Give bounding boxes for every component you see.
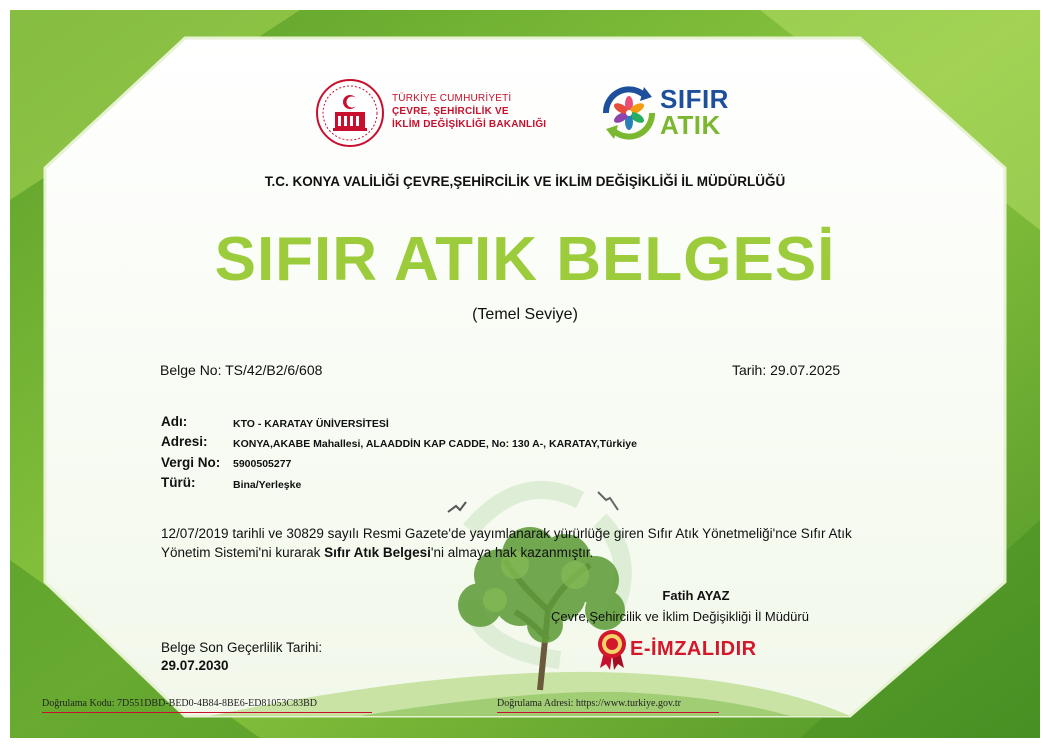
- ministry-line-1: TÜRKİYE CUMHURİYETİ: [392, 93, 512, 104]
- entity-type-label: Türü:: [161, 475, 196, 490]
- certificate-date: [732, 362, 840, 378]
- ministry-name: [392, 92, 546, 131]
- e-signature-seal-icon: [596, 628, 628, 670]
- verification-address-underline: [497, 712, 719, 713]
- signer-title: Çevre,Şehircilik ve İklim Değişikliği İl Müdürü: [551, 609, 809, 624]
- statement-bold: Sıfır Atık Belgesi: [324, 545, 431, 560]
- entity-name-value: KTO - KARATAY ÜNİVERSİTESİ: [233, 418, 389, 430]
- certificate-date-label: Tarih:: [732, 362, 767, 378]
- verification-code: Doğrulama Kodu: 7D551DBD-BED0-4B84-8BE6-ED81053C83BD: [42, 698, 317, 709]
- directorate-heading: T.C. KONYA VALİLİĞİ ÇEVRE,ŞEHİRCİLİK VE İKLİM DEĞİŞİKLİĞİ İL MÜDÜRLÜĞÜ: [264, 174, 786, 189]
- statement-part-2: 'ni almaya hak kazanmıştır.: [430, 545, 594, 560]
- signer-name: Fatih AYAZ: [662, 588, 730, 603]
- statement-part-1: 12/07/2019 tarihli ve 30829 sayılı Resmi Gazete'de yayımlanarak yürürlüğe giren Sıfır Atık Yönetmeliği'nce Sıfır Atık Yönetim Sistemi'ni kurarak: [161, 526, 852, 560]
- certificate-number-label: Belge No:: [160, 362, 222, 378]
- entity-address-value: KONYA,AKABE Mahallesi, ALAADDİN KAP CADDE, No: 130 A-, KARATAY,Türkiye: [233, 438, 637, 450]
- validity-date: 29.07.2030: [161, 658, 229, 673]
- entity-name-label: Adı:: [161, 414, 188, 429]
- logo-word-sifir: SIFIR: [660, 84, 729, 114]
- entity-type-value: Bina/Yerleşke: [233, 479, 302, 491]
- verification-code-underline: [42, 712, 372, 713]
- ministry-seal-icon: [315, 78, 385, 148]
- e-signature-label: E-İMZALIDIR: [630, 638, 757, 660]
- zero-waste-logo-text: [660, 86, 729, 138]
- certificate-statement: [161, 524, 881, 562]
- certificate-title: SIFIR ATIK BELGESİ: [214, 225, 836, 294]
- entity-tax-label: Vergi No:: [161, 455, 221, 470]
- entity-tax-value: 5900505277: [233, 458, 292, 470]
- verification-address[interactable]: Doğrulama Adresi: https://www.turkiye.gov.tr: [497, 698, 681, 709]
- ministry-line-2: ÇEVRE, ŞEHİRCİLİK VE: [392, 106, 509, 117]
- certificate-level: (Temel Seviye): [472, 306, 578, 323]
- logo-word-atik: ATIK: [660, 110, 721, 140]
- certificate-number-value: TS/42/B2/6/608: [225, 362, 323, 378]
- zero-waste-logo-icon: [598, 82, 660, 144]
- validity-label: Belge Son Geçerlilik Tarihi:: [161, 640, 323, 655]
- ministry-line-3: İKLİM DEĞİŞİKLİĞİ BAKANLIĞI: [392, 119, 547, 130]
- certificate-number: [160, 362, 322, 378]
- entity-address-label: Adresi:: [161, 434, 208, 449]
- certificate-date-value: 29.07.2025: [770, 362, 841, 378]
